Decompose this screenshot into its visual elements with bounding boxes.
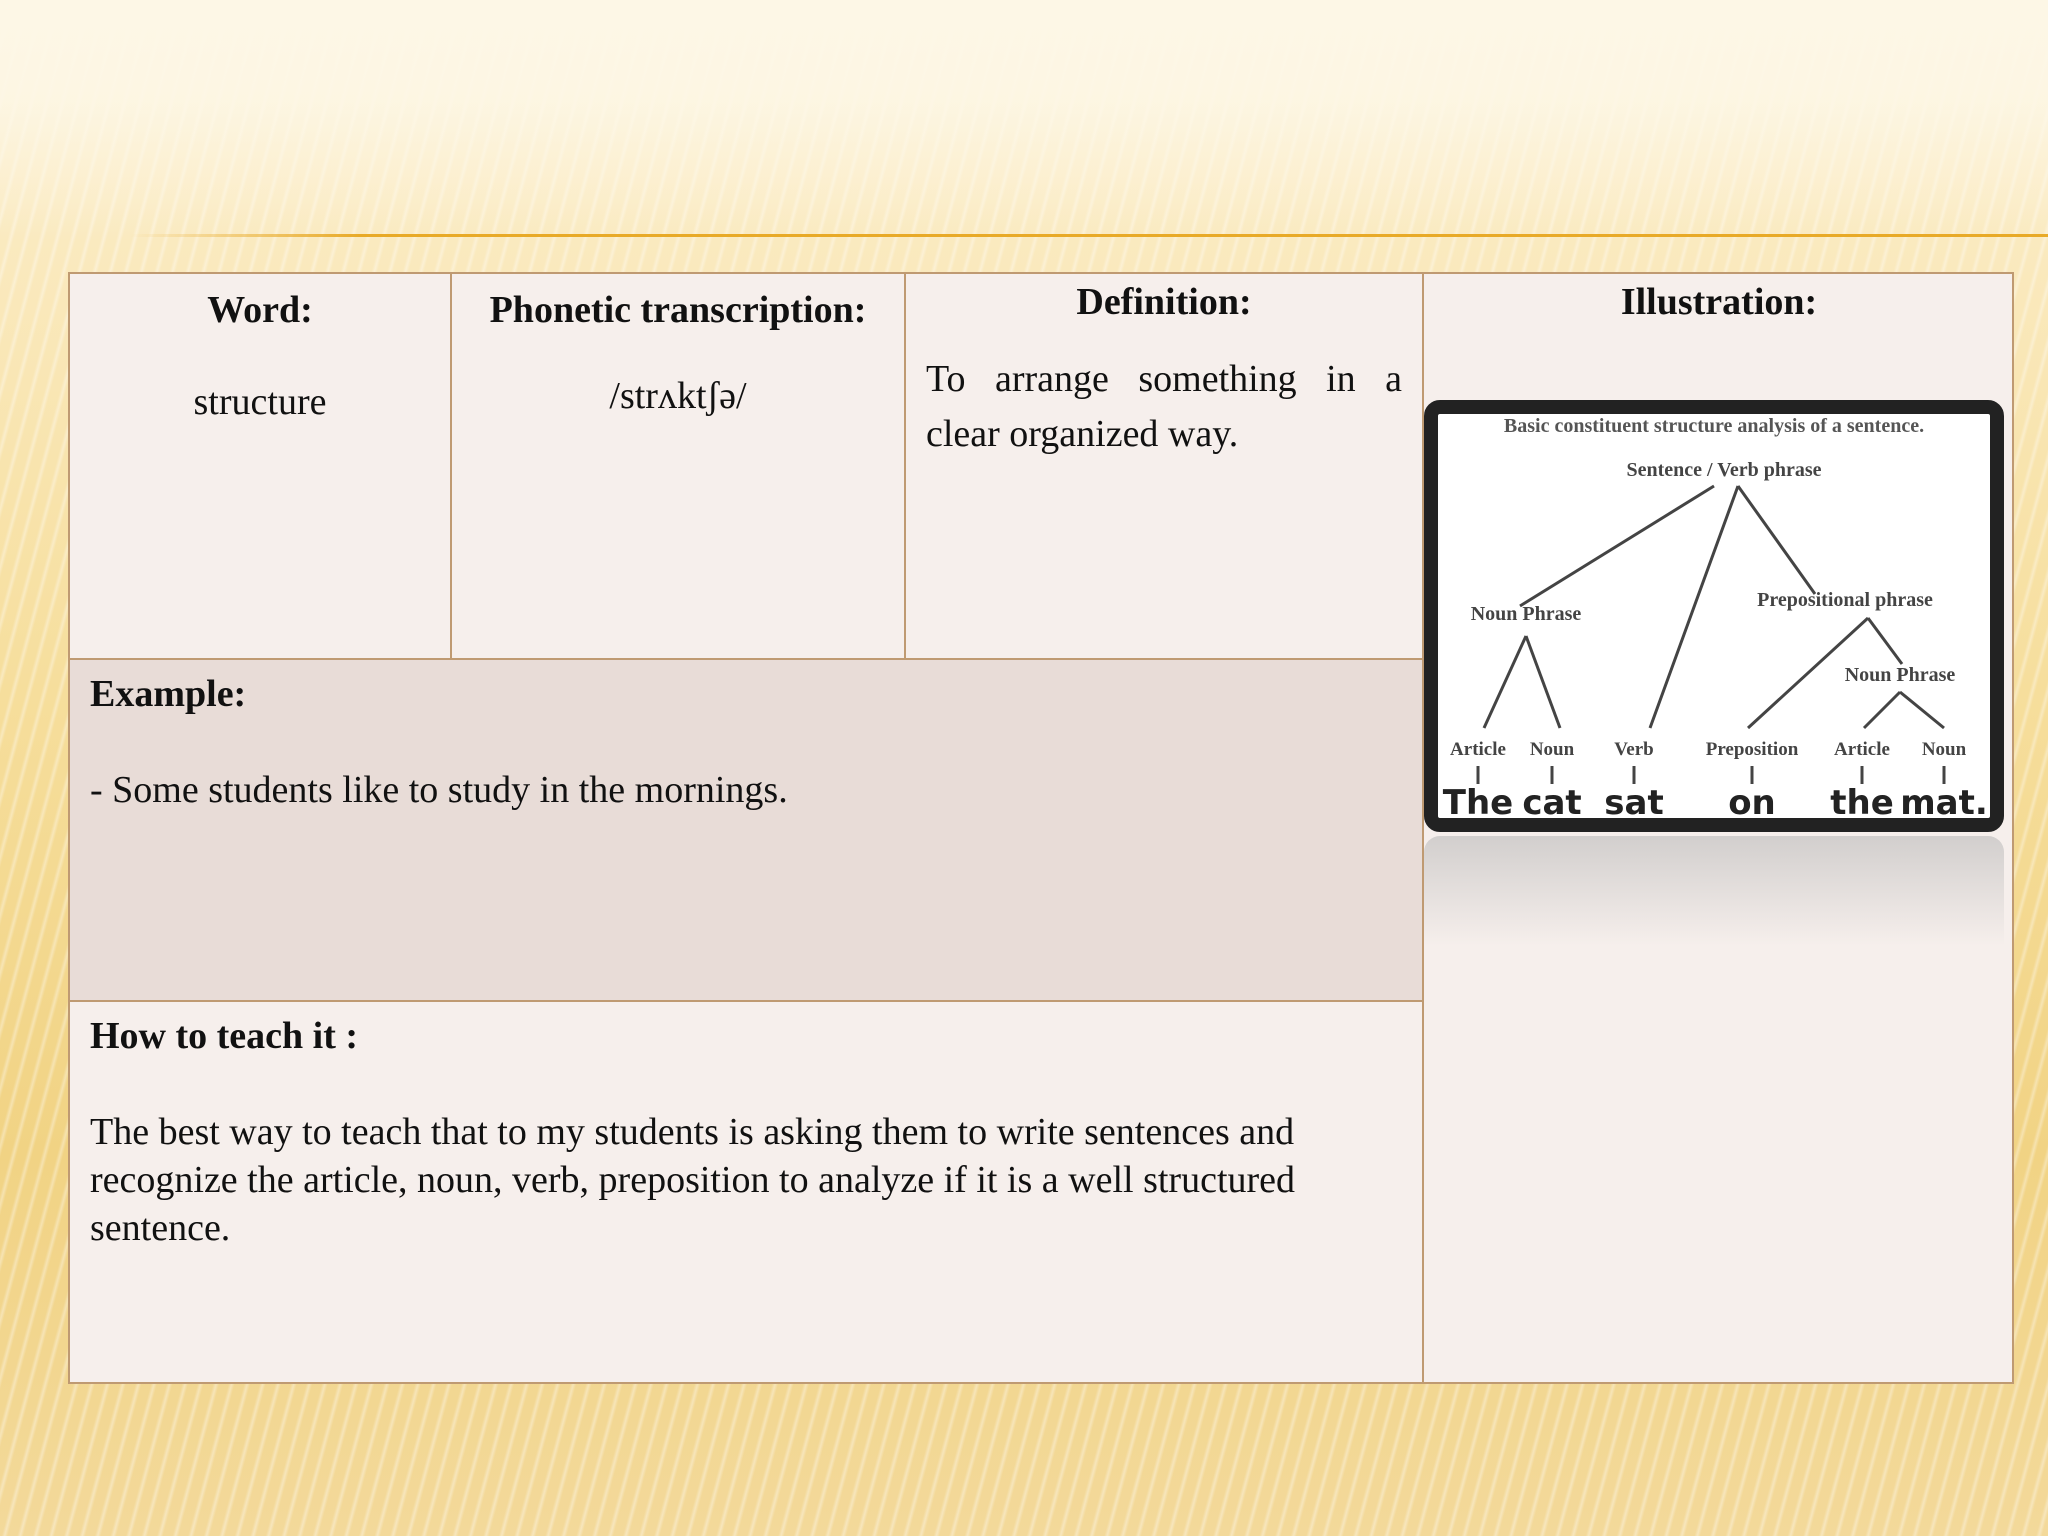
divider bbox=[70, 658, 1424, 660]
example-heading: Example: bbox=[90, 673, 247, 715]
word-cell bbox=[70, 274, 450, 658]
example-value: - Some students like to study in the mornings. bbox=[90, 769, 788, 811]
node-article2: Article bbox=[1834, 739, 1890, 760]
word-cat: cat bbox=[1522, 783, 1582, 818]
node-np1: Noun Phrase bbox=[1470, 603, 1582, 625]
node-np2: Noun Phrase bbox=[1844, 664, 1956, 686]
definition-value: To arrange something in a clear organized way. bbox=[926, 358, 1402, 455]
illustration-cell bbox=[1424, 274, 2014, 354]
phonetic-cell bbox=[452, 274, 904, 658]
definition-heading: Definition: bbox=[1076, 281, 1252, 323]
phonetic-value: /strʌktʃə/ bbox=[609, 375, 747, 417]
node-noun2: Noun bbox=[1921, 739, 1967, 760]
header-rule bbox=[130, 234, 2048, 237]
word-mat: mat. bbox=[1900, 783, 1988, 818]
word-the-2: the bbox=[1830, 783, 1894, 818]
node-noun1: Noun bbox=[1529, 739, 1575, 760]
syntax-tree-image bbox=[1424, 400, 2004, 832]
word-the: The bbox=[1442, 783, 1514, 818]
divider bbox=[70, 1000, 1424, 1002]
image-reflection bbox=[1424, 836, 2004, 946]
diagram-title: Basic constituent structure analysis of a sentence. bbox=[1503, 415, 1925, 437]
illustration-heading: Illustration: bbox=[1620, 281, 1818, 323]
teach-heading: How to teach it : bbox=[90, 1015, 359, 1057]
phonetic-heading: Phonetic transcription: bbox=[489, 289, 867, 331]
background-fade bbox=[0, 0, 2048, 240]
node-pp: Prepositional phrase bbox=[1757, 589, 1933, 611]
word-value: structure bbox=[193, 381, 327, 423]
syntax-tree-svg bbox=[1438, 414, 1990, 818]
word-on: on bbox=[1728, 783, 1776, 818]
node-verb: Verb bbox=[1614, 739, 1654, 760]
node-root: Sentence / Verb phrase bbox=[1626, 459, 1822, 481]
node-article1: Article bbox=[1450, 739, 1506, 760]
teach-cell bbox=[90, 1014, 1410, 1252]
word-heading: Word: bbox=[207, 289, 313, 331]
definition-cell bbox=[906, 274, 1422, 658]
word-sat: sat bbox=[1604, 783, 1664, 818]
node-prep: Preposition bbox=[1705, 739, 1799, 760]
example-cell bbox=[90, 672, 1410, 812]
teach-value: The best way to teach that to my students is asking them to write sentences and recognize the article, noun, verb, preposition to analyze if it is a well structured sentence. bbox=[90, 1111, 1296, 1249]
